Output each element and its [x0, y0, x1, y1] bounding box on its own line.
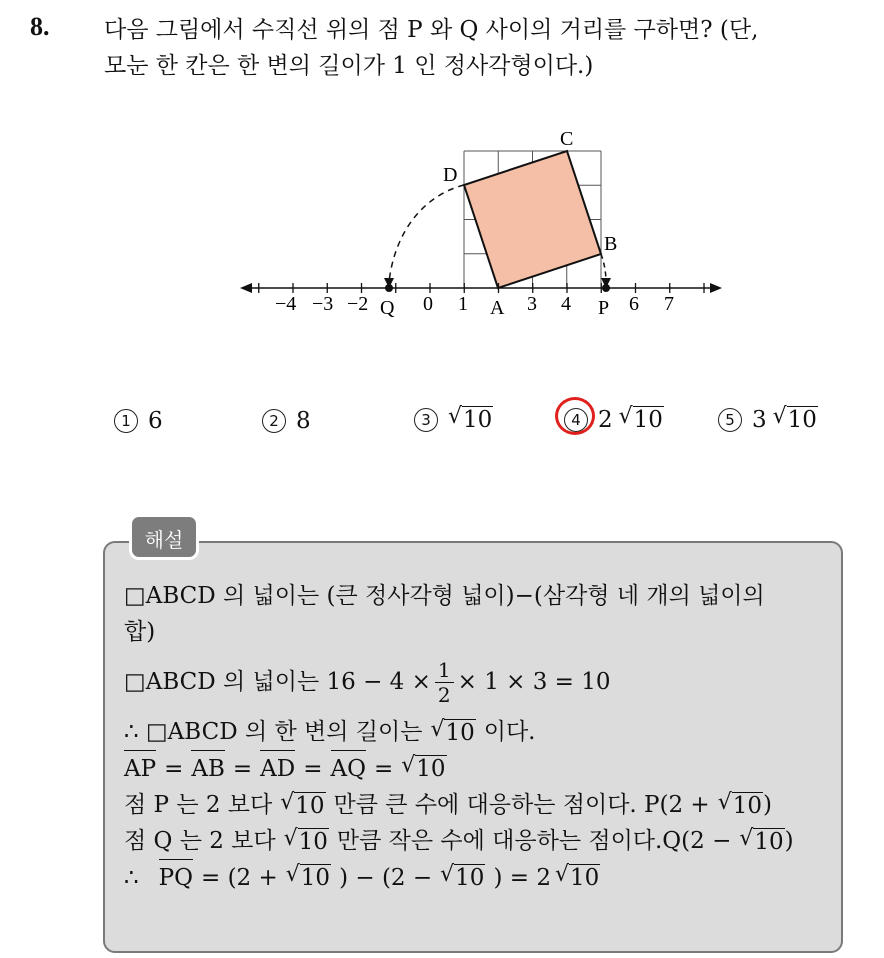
tick-label: 0	[423, 293, 433, 315]
tick-label: 3	[527, 293, 537, 315]
label-d: D	[443, 164, 458, 186]
tick-label: −4	[275, 293, 297, 315]
tick-label: 1	[458, 293, 468, 315]
choice-text: 6	[148, 408, 163, 434]
label-b: B	[604, 233, 618, 255]
label-c: C	[560, 128, 574, 150]
point-p	[602, 284, 610, 292]
selected-answer-circle	[555, 397, 595, 435]
solution-line: ∴ □ABCD 의 한 변의 길이는 √ 10 이다.	[124, 716, 536, 746]
arrow-left	[240, 283, 252, 293]
sqrt: √ 10	[772, 404, 817, 433]
number-line-figure	[0, 0, 884, 400]
sqrt: √ 10	[618, 404, 663, 433]
square-abcd	[464, 151, 601, 288]
sqrt: √ 10	[448, 404, 493, 433]
label-q: Q	[380, 297, 395, 319]
choice-text: 8	[296, 408, 311, 434]
question-line-1: 다음 그림에서 수직선 위의 점 P 와 Q 사이의 거리를 구하면? (단,	[104, 17, 759, 43]
label-p: P	[598, 297, 610, 319]
choice-mark: 1	[114, 409, 138, 433]
choice-3[interactable]	[414, 406, 493, 433]
solution-line: ∴ PQ = (2 + √ 10 ) − (2 − √ 10 ) = 2 √ 10	[124, 859, 834, 896]
tick-label: −2	[347, 293, 369, 315]
question-number: 8.	[30, 12, 50, 41]
arc-b-to-p	[601, 254, 606, 282]
arc-d-to-q	[389, 185, 464, 282]
solution-tag: 해설	[129, 514, 199, 560]
solution-body	[124, 578, 834, 896]
choice-mark: 5	[718, 408, 742, 432]
tick-label: −3	[312, 293, 334, 315]
choice-1[interactable]	[114, 408, 163, 434]
tick-label: 7	[664, 293, 674, 315]
choice-mark: 4	[564, 408, 588, 432]
choice-2[interactable]	[262, 408, 311, 434]
solution-line: 합)	[124, 619, 156, 645]
solution-line: □ABCD 의 넓이는 16 − 4 × $\frac{1}{2}$ × 1 × 3 = 10	[124, 657, 611, 707]
solution-line: AP = AB = AD = AQ = √ 10	[124, 750, 834, 787]
choice-5[interactable]	[718, 406, 818, 433]
arrow-right	[710, 283, 722, 293]
question-line-2: 모눈 한 칸은 한 변의 길이가 1 인 정사각형이다.)	[104, 53, 594, 79]
point-q	[385, 284, 393, 292]
fraction: $\frac{1}{2}$	[435, 658, 454, 707]
solution-line: 점 P 는 2 보다 √ 10 만큼 큰 수에 대응하는 점이다. P(2 + √ 10 )	[124, 789, 772, 819]
label-a: A	[490, 297, 505, 319]
tick-label: 4	[561, 293, 571, 315]
tick-label: 6	[629, 293, 639, 315]
choice-mark: 2	[262, 409, 286, 433]
choice-coef: 3	[752, 406, 767, 433]
solution-line: 점 Q 는 2 보다 √ 10 만큼 작은 수에 대응하는 점이다.Q(2 − √ 10 )	[124, 825, 794, 855]
choice-coef: 2	[598, 406, 613, 433]
solution-line: □ABCD 의 넓이는 (큰 정사각형 넓이)−(삼각형 네 개의 넓이의	[124, 583, 765, 609]
choice-mark: 3	[414, 408, 438, 432]
